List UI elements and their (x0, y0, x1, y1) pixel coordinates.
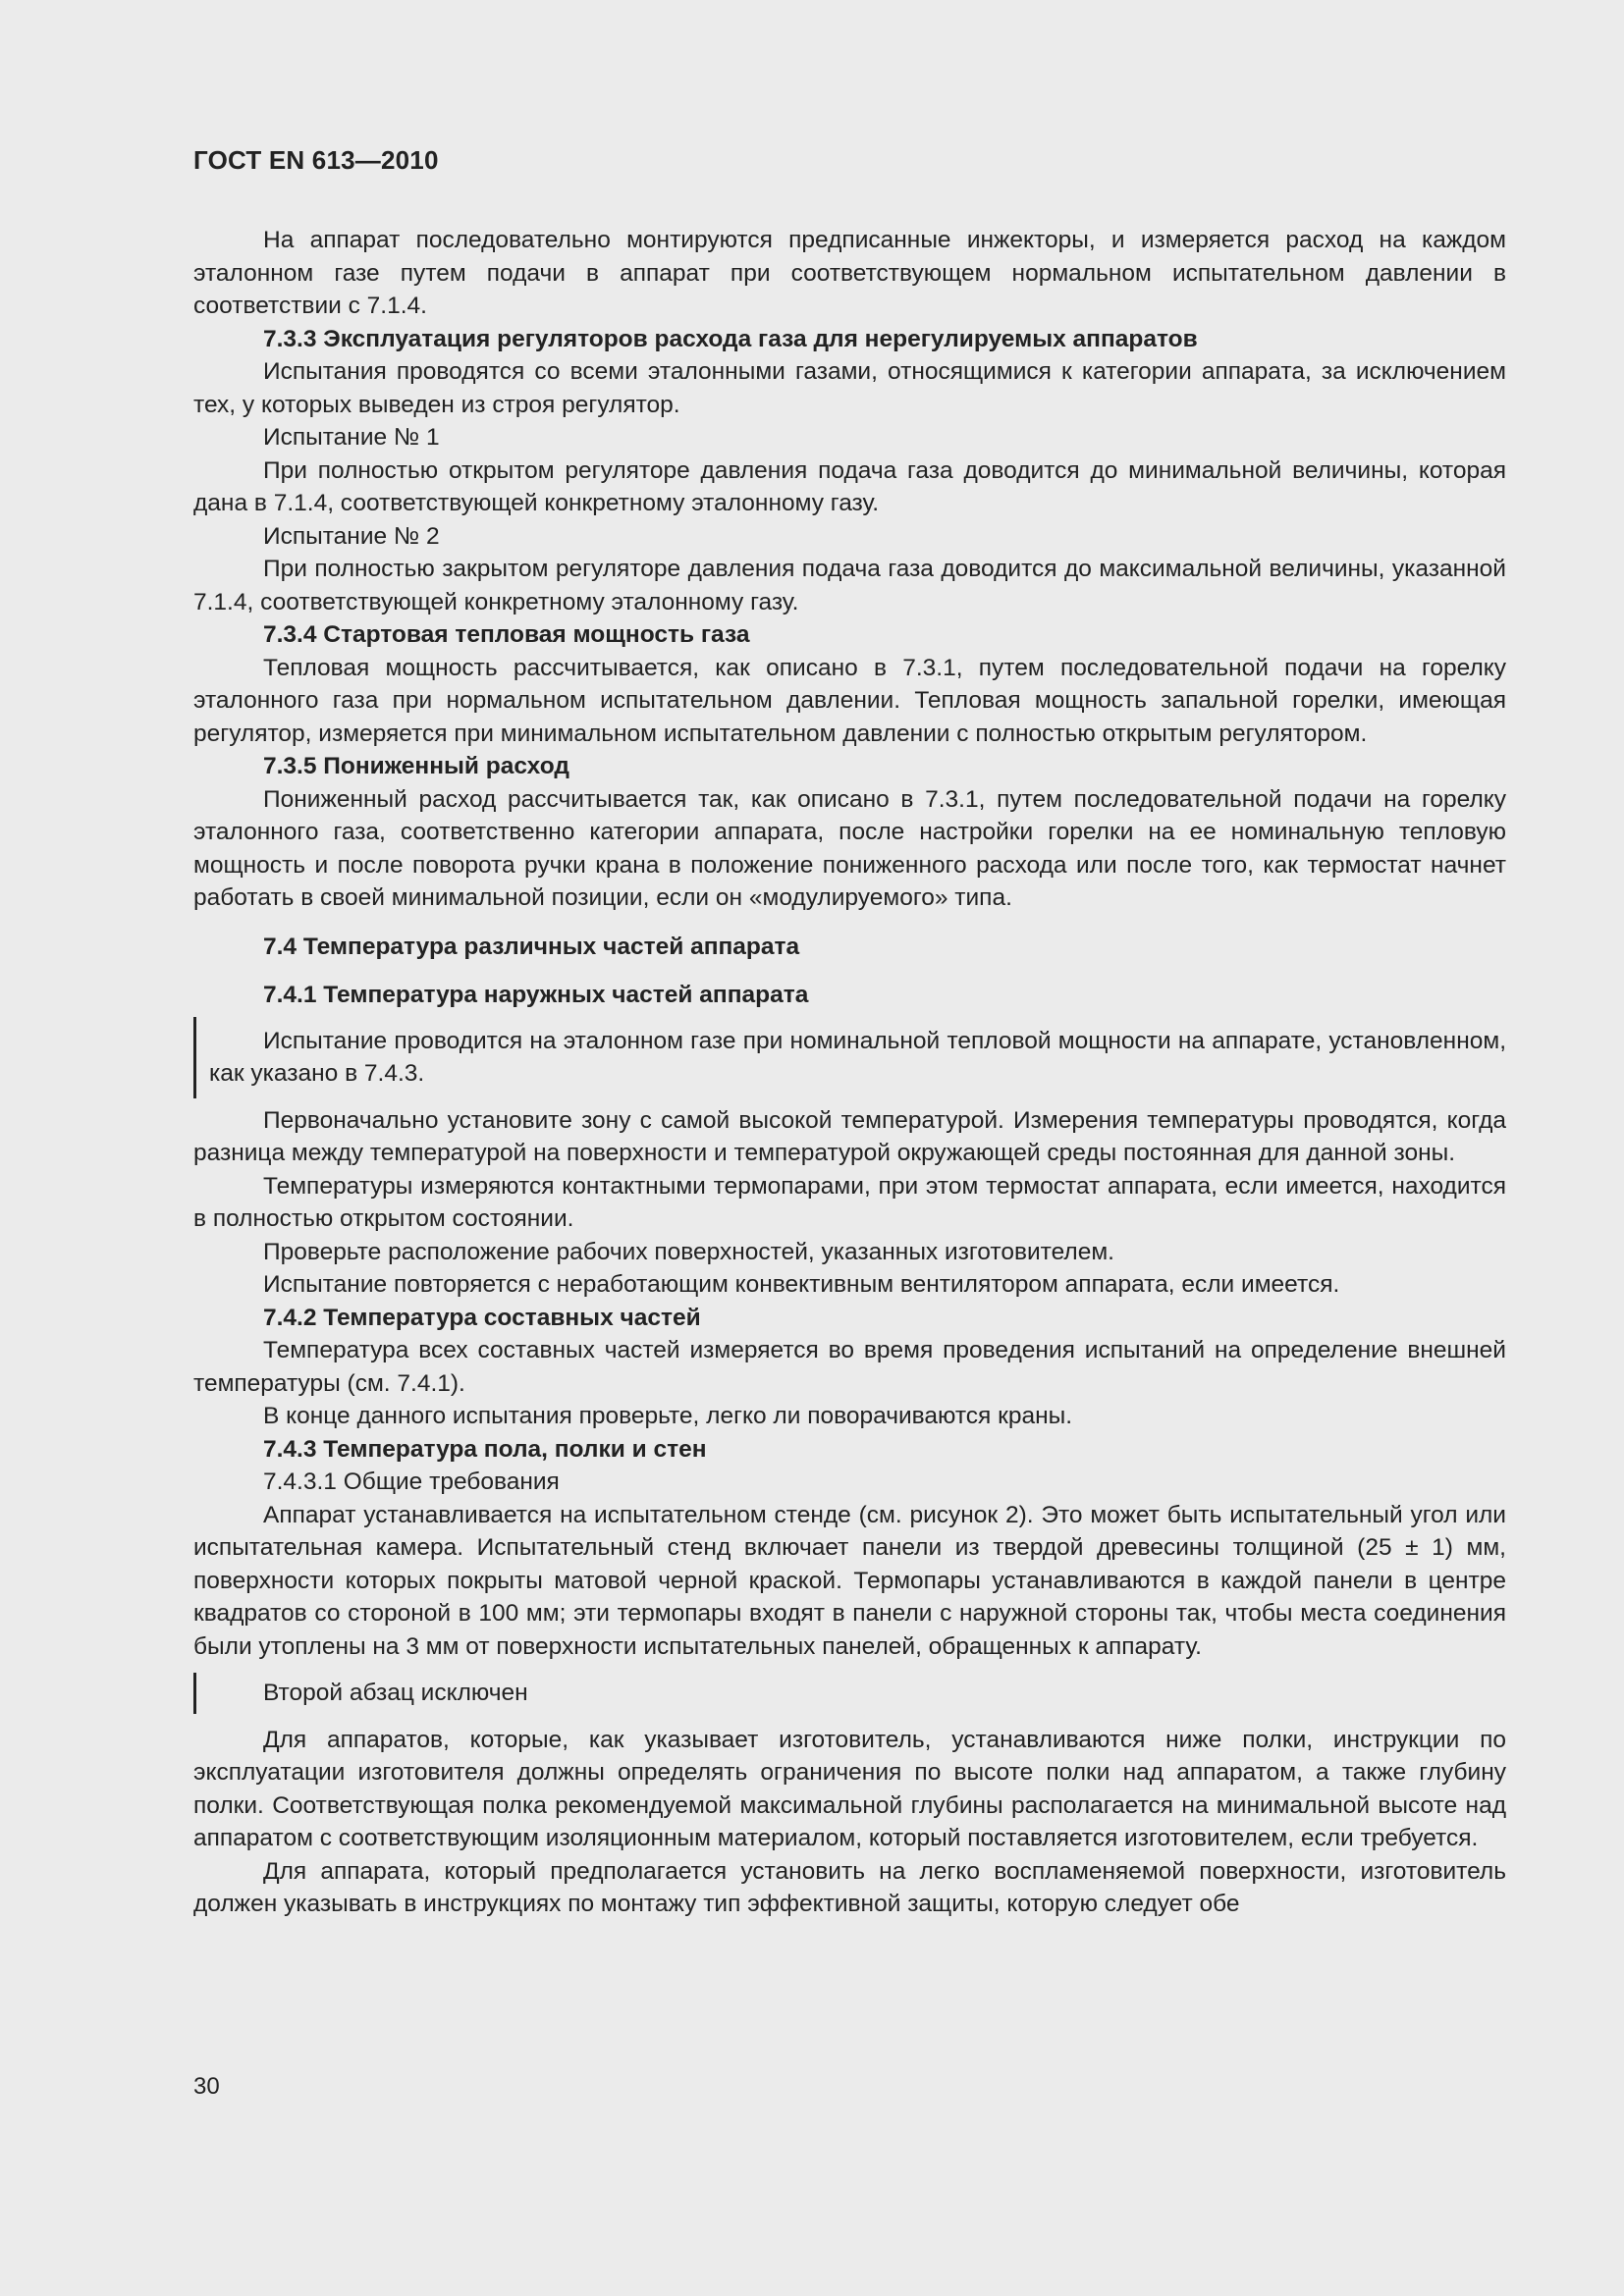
subheading-7-4-3-1: 7.4.3.1 Общие требования (263, 1468, 560, 1495)
heading-7-4-1: 7.4.1 Температура наружных частей аппарата (263, 982, 809, 1008)
document-body (193, 224, 1506, 1921)
heading-7-4-3: 7.4.3 Температура пола, полки и стен (263, 1435, 707, 1463)
change-bar (193, 1673, 196, 1714)
paragraph: Тепловая мощность рассчитывается, как описано в 7.3.1, путем последовательной подачи на горелку эталонного газа при нормальном испытательном давлении. Тепловая мощность запальной горелки, имеющая регулятор, измеряется при минимальном испытательном давлении с полностью открытым регулятором. (193, 654, 1506, 747)
paragraph: Для аппарата, который предполагается установить на легко воспламеняемой поверхности, изготовитель должен указывать в инструкциях по монтажу тип эффективной защиты, которую следует обе (193, 1857, 1506, 1917)
changed-paragraph-block (193, 1677, 1506, 1710)
heading-7-4: 7.4 Температура различных частей аппарата (263, 933, 800, 960)
paragraph: Первоначально установите зону с самой высокой температурой. Измерения температуры проводятся, когда разница между температурой на поверхности и температурой окружающей среды постоянная для данной зоны. (193, 1106, 1506, 1166)
paragraph: В конце данного испытания проверьте, легко ли поворачиваются краны. (263, 1403, 1073, 1429)
paragraph: При полностью открытом регуляторе давления подача газа доводится до минимальной величины, которая дана в 7.1.4, соответствующей конкретному эталонному газу. (193, 456, 1506, 516)
excluded-paragraph-note: Второй абзац исключен (263, 1680, 528, 1706)
page-number: 30 (193, 2073, 220, 2100)
paragraph: Температура всех составных частей измеряется во время проведения испытаний на определение внешней температуры (см. 7.4.1). (193, 1337, 1506, 1397)
paragraph: Испытание повторяется с неработающим конвективным вентилятором аппарата, если имеется. (263, 1271, 1340, 1298)
paragraph: Для аппаратов, которые, как указывает изготовитель, устанавливаются ниже полки, инструкции по эксплуатации изготовителя должны определять ограничения по высоте полки над аппаратом, а также глубину полки. Соответствующая полка рекомендуемой максимальной глубины располагается на минимальной высоте над аппаратом с соответствующим изоляционным материалом, который поставляется изготовителем, если требуется. (193, 1726, 1506, 1851)
paragraph: Аппарат устанавливается на испытательном стенде (см. рисунок 2). Это может быть испытательный угол или испытательная камера. Испытательный стенд включает панели из твердой древесины толщиной (25 ± 1) мм, поверхности которых покрыты матовой черной краской. Термопары устанавливаются в каждой панели в центре квадратов со стороной в 100 мм; эти термопары входят в панели с наружной стороны так, чтобы места соединения были утоплены на 3 мм от поверхности испытательных панелей, обращенных к аппарату. (193, 1501, 1506, 1660)
paragraph: При полностью закрытом регуляторе давления подача газа доводится до максимальной величины, указанной 7.1.4, соответствующей конкретному эталонному газу. (193, 556, 1506, 615)
test-2-label: Испытание № 2 (263, 522, 440, 550)
paragraph: На аппарат последовательно монтируются предписанные инжекторы, и измеряется расход на каждом эталонном газе путем подачи в аппарат при соответствующем нормальном испытательном давлении в соответствии с 7.1.4. (193, 227, 1506, 319)
paragraph: Пониженный расход рассчитывается так, как описано в 7.3.1, путем последовательной подачи на горелку эталонного газа, соответственно категории аппарата, после настройки горелки на ее номинальную тепловую мощность и после поворота ручки крана в положение пониженного расхода или после того, как термостат начнет работать в своей минимальной позиции, если он «модулируемого» типа. (193, 785, 1506, 911)
heading-7-3-5: 7.3.5 Пониженный расход (263, 753, 569, 779)
heading-7-3-4: 7.3.4 Стартовая тепловая мощность газа (263, 621, 750, 648)
paragraph: Проверьте расположение рабочих поверхностей, указанных изготовителем. (263, 1238, 1114, 1265)
heading-7-4-2: 7.4.2 Температура составных частей (263, 1304, 701, 1331)
paragraph: Температуры измеряются контактными термопарами, при этом термостат аппарата, если имеется, находится в полностью открытом состоянии. (193, 1172, 1506, 1232)
change-bar (193, 1017, 196, 1098)
test-1-label: Испытание № 1 (263, 424, 440, 451)
heading-7-3-3: 7.3.3 Эксплуатация регуляторов расхода газа для нерегулируемых аппаратов (263, 325, 1198, 352)
paragraph: Испытание проводится на эталонном газе при номинальной тепловой мощности на аппарате, установленном, как указано в 7.4.3. (209, 1027, 1506, 1087)
changed-paragraph-block (193, 1025, 1506, 1091)
paragraph: Испытания проводятся со всеми эталонными газами, относящимися к категории аппарата, за исключением тех, у которых выведен из строя регулятор. (193, 358, 1506, 418)
document-header: ГОСТ EN 613—2010 (193, 145, 439, 175)
